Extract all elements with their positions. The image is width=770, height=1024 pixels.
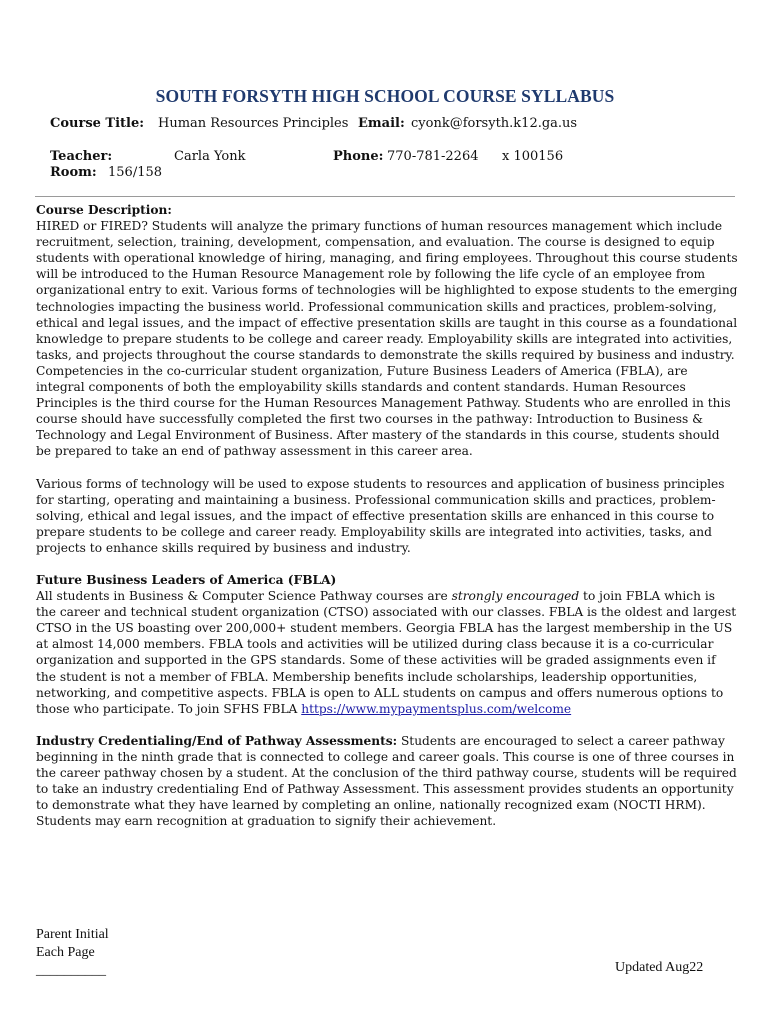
course-description-paragraph-1: HIRED or FIRED? Students will analyze the primary functions of human resources management which include recruitment, selection, training, development, compensation, and evaluation. The course is designed to equip students with operational knowledge of hiring, managing, and firing employees. Throughout this course students will be introduced to the Human Resource Management role by following the life cycle of an employee from organizational entry to exit. Various forms of technologies will be highlighted to expose students to the emerging technologies impacting the business world. Professional communication skills and practices, problem-solving, ethical and legal issues, and the impact of effective presentation skills are taught in this course as a foundational knowledge to prepare students to be college and career ready. Employability skills are integrated into activities, tasks, and projects throughout the course standards to demonstrate the skills required by business and industry. Competencies in the co-curricular student organization, Future Business Leaders of America (FBLA), are integral components of both the employability skills standards and content standards. Human Resources Principles is the third course for the Human Resources Management Pathway. Students who are enrolled in this course should have successfully completed the first two courses in the pathway: Introduction to Business & Technology and Legal Environment of Business. After mastery of the standards in this course, students should be prepared to take an end of pathway assessment in this career area. [36,219,738,459]
phone-extension: x 100156 [502,149,564,164]
fbla-join-link[interactable]: https://www.mypaymentsplus.com/welcome [301,701,572,716]
room-value: 156/158 [108,165,163,180]
course-title-label: Course Title: [50,116,145,131]
course-description-paragraph-2: Various forms of technology will be used to expose students to resources and application of business principles for starting, operating and maintaining a business. Professional communication skills and practices, problem-solving, ethical and legal issues, and the impact of effective presentation skills are enhanced in this course to prepare students to be college and career ready. Employability skills are integrated into activities, tasks, and projects to enhance skills required by business and industry. [36,476,725,555]
initial-signature-line: __________ [36,963,106,978]
page-title: SOUTH FORSYTH HIGH SCHOOL COURSE SYLLABUS [155,86,615,106]
updated-date: Updated Aug22 [615,960,704,975]
header-divider [35,196,735,197]
phone-label: Phone: [333,149,384,164]
email-label: Email: [358,116,405,131]
credentialing-text: Students are encouraged to select a career pathway beginning in the ninth grade that is connected to college and career goals. This course is one of three courses in the career pathway chosen by a student. At the conclusion of the third pathway course, students will be required to take an industry credentialing End of Pathway Assessment. This assessment provides students an opportunity to demonstrate what they have learned by completing an online, nationally recognized exam (NOCTI HRM). Students may earn recognition at graduation to signify their achievement. [36,733,737,829]
credentialing-heading: Industry Credentialing/End of Pathway Assessments: [36,733,398,748]
parent-initial-block [36,926,109,980]
credentialing-paragraph [36,733,738,830]
fbla-paragraph [36,588,738,717]
syllabus-body [36,202,738,829]
fbla-heading: Future Business Leaders of America (FBLA) [36,572,337,587]
each-page-label: Each Page [36,945,95,960]
fbla-text-rest: to join FBLA which is the career and technical student organization (CTSO) associated with our classes. FBLA is the oldest and largest CTSO in the US boasting over 200,000+ student members. Georgia FBLA has the largest membership in the US at almost 14,000 members. FBLA tools and activities will be utilized during class because it is a co-curricular organization and supported in the GPS standards. Some of these activities will be graded assignments even if the student is not a member of FBLA. Membership benefits include scholarships, leadership opportunities, networking, and competitive aspects. FBLA is open to ALL students on campus and offers numerous options to those who participate. To join SFHS FBLA [36,589,737,716]
parent-initial-label: Parent Initial [36,927,109,942]
fbla-text-start: All students in Business & Computer Science Pathway courses are [36,589,452,604]
course-description-heading: Course Description: [36,203,172,217]
room-label: Room: [50,165,97,180]
course-title-value: Human Resources Principles [158,116,349,131]
phone-value: 770-781-2264 [387,149,479,164]
teacher-value: Carla Yonk [174,149,246,164]
fbla-emphasis: strongly encouraged [451,589,580,604]
email-value[interactable]: cyonk@forsyth.k12.ga.us [411,116,578,131]
teacher-label: Teacher: [50,149,113,164]
